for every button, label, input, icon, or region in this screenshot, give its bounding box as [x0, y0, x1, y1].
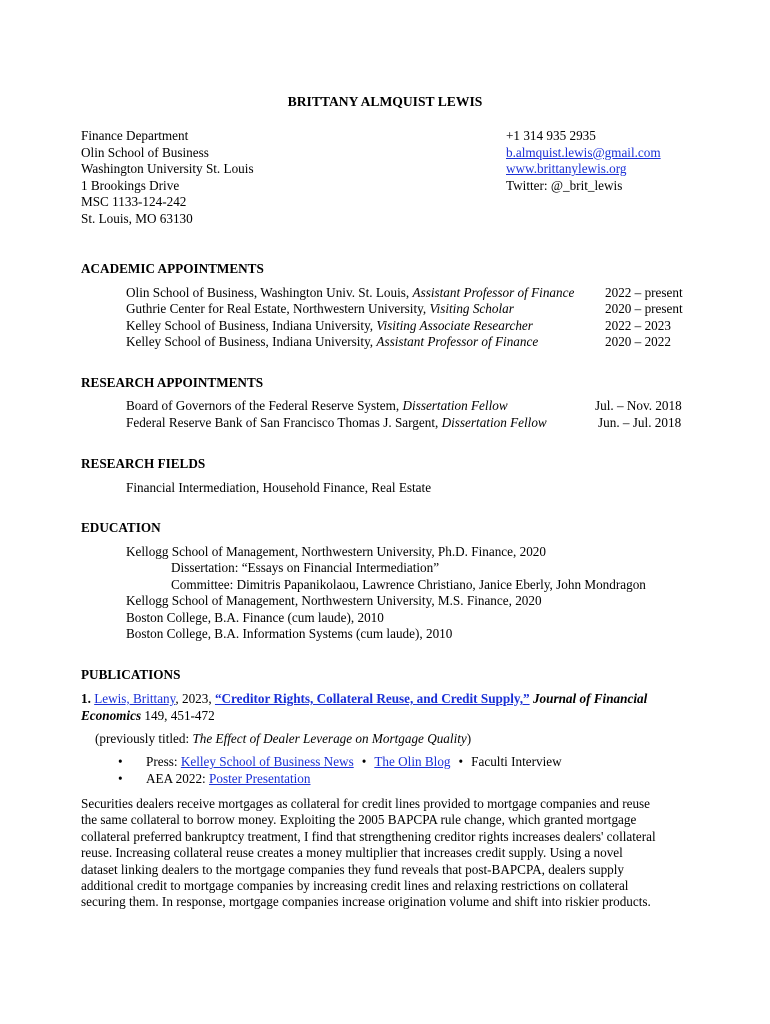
email-link[interactable]: b.almquist.lewis@gmail.com	[506, 144, 661, 160]
appointment-role: Visiting Associate Researcher	[376, 318, 533, 333]
abstract-line: reuse. Increasing collateral reuse creates a money multiplier that increases credit supply. Using a novel	[81, 845, 623, 861]
research-fields-text: Financial Intermediation, Household Finance, Real Estate	[126, 480, 432, 495]
address-line: Washington University St. Louis	[81, 161, 254, 177]
degree-phd: Kellogg School of Management, Northwestern University, Ph.D. Finance, 2020	[126, 544, 546, 559]
appointment-role: Visiting Scholar	[429, 301, 514, 316]
appointment-org: Board of Governors of the Federal Reserve System,	[126, 398, 403, 413]
abstract-line: additional credit to mortgage companies by increasing credit lines and relaxing restrictions on collateral	[81, 878, 629, 894]
appointment-dates: 2022 – 2023	[605, 318, 671, 333]
appointment-row	[126, 398, 508, 415]
appointment-dates: Jun. – Jul. 2018	[598, 415, 682, 430]
press-faculti: Faculti Interview	[471, 754, 562, 769]
abstract-line: securing them. In response, mortgage companies increase origination volume and shift into riskier products.	[81, 894, 651, 910]
section-heading-research-fields: RESEARCH FIELDS	[81, 456, 206, 471]
twitter-handle: Twitter: @_brit_lewis	[506, 177, 623, 193]
address-line: 1 Brookings Drive	[81, 177, 180, 193]
bullet-icon: •	[118, 754, 123, 769]
abstract-paragraph	[81, 796, 693, 911]
appointment-org: Kelley School of Business, Indiana University,	[126, 318, 377, 333]
address-line: St. Louis, MO 63130	[81, 210, 193, 226]
appointment-row	[126, 285, 574, 302]
appointment-row	[126, 301, 514, 318]
journal-name: Journal of Financial	[532, 691, 648, 706]
abstract-line: the same collateral to borrow money. Exploiting the 2005 BAPCPA rule change, which granted mortgage	[81, 812, 637, 828]
bullet-icon: •	[361, 754, 367, 769]
section-heading-publications: PUBLICATIONS	[81, 667, 181, 682]
appointment-dates: Jul. – Nov. 2018	[595, 398, 682, 413]
appointment-org: Olin School of Business, Washington Univ. St. Louis,	[126, 285, 413, 300]
address-line: MSC 1133-124-242	[81, 194, 187, 210]
appointment-role: Assistant Professor of Finance	[412, 285, 575, 300]
appointment-role: Dissertation Fellow	[402, 398, 508, 413]
abstract-line: dataset linking dealers to the mortgage companies they fund reveals that post-BAPCPA, dealers supply	[81, 861, 625, 877]
press-link-kelley[interactable]: Kelley School of Business News	[180, 754, 354, 769]
address-block	[81, 128, 254, 228]
section-heading-education: EDUCATION	[81, 520, 161, 535]
appointment-row	[126, 318, 533, 335]
press-link-olin-blog[interactable]: The Olin Blog	[374, 754, 451, 769]
appointment-org: Federal Reserve Bank of San Francisco Thomas J. Sargent,	[126, 415, 442, 430]
appointment-org: Guthrie Center for Real Estate, Northwestern University,	[126, 301, 430, 316]
publication-links-list	[118, 754, 562, 787]
press-prefix: Press:	[146, 754, 181, 769]
prev-title-suffix: )	[466, 731, 472, 746]
section-heading-academic: ACADEMIC APPOINTMENTS	[81, 261, 264, 276]
journal-name-cont: Economics	[81, 708, 142, 723]
bullet-icon: •	[458, 754, 464, 769]
publication-year: , 2023,	[175, 691, 215, 706]
section-heading-research-appointments: RESEARCH APPOINTMENTS	[81, 375, 264, 390]
poster-presentation-link[interactable]: Poster Presentation	[209, 770, 311, 786]
website-link[interactable]: www.brittanylewis.org	[506, 161, 627, 177]
dissertation-committee: Committee: Dimitris Papanikolaou, Lawrence Christiano, Janice Eberly, John Mondragon	[171, 577, 646, 592]
degree-ms: Kellogg School of Management, Northwestern University, M.S. Finance, 2020	[126, 593, 542, 608]
publication-number: 1.	[81, 691, 91, 706]
aea-prefix: AEA 2022:	[146, 770, 210, 786]
phone: +1 314 935 2935	[506, 128, 596, 143]
appointment-role: Dissertation Fellow	[441, 415, 547, 430]
address-line: Olin School of Business	[81, 144, 209, 160]
degree-ba-finance: Boston College, B.A. Finance (cum laude), 2010	[126, 610, 384, 625]
degree-ba-is: Boston College, B.A. Information Systems (cum laude), 2010	[126, 626, 453, 641]
journal-volume: 149, 451-472	[141, 708, 215, 723]
dissertation-title: Dissertation: “Essays on Financial Intermediation”	[171, 560, 440, 575]
appointment-row	[126, 415, 547, 432]
appointment-dates: 2020 – present	[605, 301, 683, 316]
prev-title: The Effect of Dealer Leverage on Mortgage Quality	[192, 731, 467, 746]
author-link[interactable]: Lewis, Brittany	[94, 691, 176, 706]
abstract-line: collateral preferred bankruptcy treatment, I find that strengthening creditor rights increases dealers' collateral	[81, 828, 656, 844]
list-item	[118, 754, 562, 771]
publication-citation	[81, 691, 647, 708]
abstract-line: Securities dealers receive mortgages as collateral for credit lines provided to mortgage companies and reuse	[81, 796, 651, 811]
publication-citation-cont	[81, 708, 215, 725]
address-line: Finance Department	[81, 128, 189, 143]
appointment-row	[126, 334, 538, 351]
prev-title-prefix: (previously titled:	[95, 731, 193, 746]
appointment-dates: 2020 – 2022	[605, 334, 671, 349]
paper-title-link[interactable]: “Creditor Rights, Collateral Reuse, and Credit Supply,”	[214, 691, 530, 706]
bullet-icon: •	[118, 770, 123, 786]
appointment-org: Kelley School of Business, Indiana University,	[126, 334, 377, 349]
list-item	[118, 771, 562, 788]
previous-title-note	[95, 731, 471, 748]
page-title: BRITTANY ALMQUIST LEWIS	[287, 94, 483, 109]
contact-block	[506, 128, 661, 194]
appointment-dates: 2022 – present	[605, 285, 683, 300]
appointment-role: Assistant Professor of Finance	[376, 334, 539, 349]
